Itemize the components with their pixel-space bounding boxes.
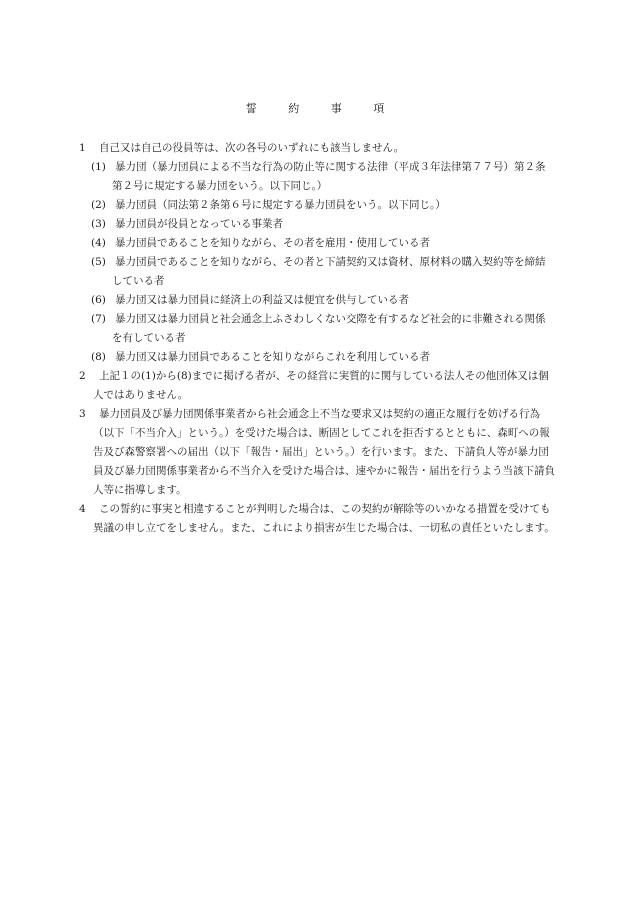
- subclause-text: 暴力団又は暴力団員に経済上の利益又は便宜を供与している者: [115, 294, 409, 306]
- title-char: 項: [373, 102, 385, 115]
- subclause-3: [79, 215, 555, 234]
- subclause-number: (2): [91, 199, 106, 211]
- document-body: [79, 139, 555, 538]
- subclause-text: 暴力団（暴力団員による不当な行為の防止等に関する法律（平成３年法律第７７号）第２条第２号に規定する暴力団をいう。以下同じ。）: [112, 161, 546, 192]
- subclause-text: 暴力団又は暴力団員と社会通念上ふさわしくない交際を有するなど社会的に非難される関係を有している者: [112, 313, 546, 344]
- clause-4: [79, 500, 555, 538]
- subclause-text: 暴力団又は暴力団員であることを知りながらこれを利用している者: [115, 351, 430, 363]
- subclause-8: [79, 348, 555, 367]
- subclause-number: (6): [91, 294, 106, 306]
- subclause-number: (5): [91, 256, 106, 268]
- title-char: 約: [288, 102, 300, 115]
- clause-1: [79, 139, 555, 158]
- clause-text: 自己又は自己の役員等は、次の各号のいずれにも該当しません。: [99, 142, 405, 154]
- subclause-6: [79, 291, 555, 310]
- subclause-number: (1): [91, 161, 106, 173]
- clause-number: 2: [79, 370, 86, 382]
- subclause-number: (3): [91, 218, 106, 230]
- subclause-text: 暴力団員（同法第２条第６号に規定する暴力団員をいう。以下同じ。）: [115, 199, 446, 211]
- clause-number: 3: [79, 408, 86, 420]
- clause-text: 上記１の(1)から(8)までに掲げる者が、その経営に実質的に関与している法人その他団体又は個人ではありません。: [93, 370, 549, 401]
- subclause-2: [79, 196, 555, 215]
- subclause-text: 暴力団員であることを知りながら、その者を雇用・使用している者: [115, 237, 430, 249]
- clause-text: 暴力団員及び暴力団関係事業者から社会通念上不当な要求又は契約の適正な履行を妨げる行為（以下「不当介入」という。）を受けた場合は、断固としてこれを拒否するとともに、森町への報告及び森警察署への届出（以下「報告・届出」という。）を行います。また、下請負人等が暴力団員及び暴力団関係事業者から不当介入を受けた場合は、速やかに報告・届出を行うよう当該下請負人等に指導します。: [93, 408, 555, 496]
- clause-2: [79, 367, 555, 405]
- clause-text: この誓約に事実と相違することが判明した場合は、この契約が解除等のいかなる措置を受けても異議の申し立てをしません。また、これにより損害が生じた場合は、一切私の責任といたします。: [93, 503, 555, 534]
- title-char: 誓: [245, 102, 257, 115]
- subclause-number: (4): [91, 237, 106, 249]
- clause-3: [79, 405, 555, 500]
- document-title: [0, 100, 630, 116]
- subclause-text: 暴力団員が役員となっている事業者: [115, 218, 283, 230]
- clause-number: 4: [79, 503, 86, 515]
- subclause-4: [79, 234, 555, 253]
- subclause-text: 暴力団員であることを知りながら、その者と下請契約又は資材、原材料の購入契約等を締結している者: [112, 256, 546, 287]
- subclause-number: (8): [91, 351, 106, 363]
- subclause-1: [79, 158, 555, 196]
- clause-number: 1: [79, 142, 86, 154]
- subclause-number: (7): [91, 313, 106, 325]
- subclause-7: [79, 310, 555, 348]
- title-char: 事: [330, 102, 342, 115]
- subclause-5: [79, 253, 555, 291]
